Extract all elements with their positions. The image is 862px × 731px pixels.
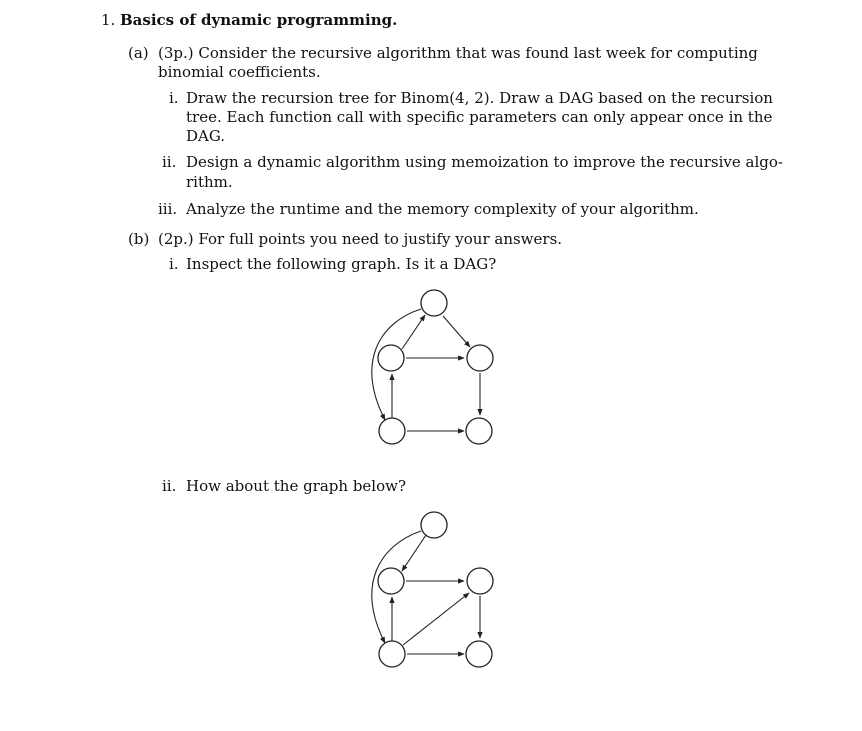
graph-2-node-top	[421, 512, 447, 538]
part-b-item2-label: ii.	[162, 477, 177, 495]
part-a-item1-label: i.	[169, 89, 179, 107]
part-a-item1-line3: DAG.	[186, 127, 226, 145]
graph-2-node-mid-left	[378, 568, 404, 594]
problem-number: 1.	[101, 11, 116, 29]
part-b-item1-label: i.	[169, 255, 179, 273]
part-a-item2-line1: Design a dynamic algorithm using memoization to improve the recursive algo-	[186, 153, 783, 171]
part-b-text: (2p.) For full points you need to justify your answers.	[158, 230, 563, 248]
part-a-item3-label: iii.	[158, 200, 178, 218]
problem-title: Basics of dynamic programming.	[120, 11, 398, 29]
part-a-item3-line1: Analyze the runtime and the memory complexity of your algorithm.	[186, 200, 699, 218]
part-a-label: (a)	[128, 44, 149, 62]
graph-2-node-bottom-right	[466, 641, 492, 667]
part-a-text-line2: binomial coefficients.	[158, 63, 321, 81]
part-a-item2-line2: rithm.	[186, 173, 233, 191]
part-b-item1-text: Inspect the following graph. Is it a DAG?	[186, 255, 497, 273]
part-b-label: (b)	[128, 230, 150, 248]
part-a-item2-label: ii.	[162, 153, 177, 171]
part-a-text-line1: (3p.) Consider the recursive algorithm that was found last week for computing	[158, 44, 758, 62]
part-b-item2-text: How about the graph below?	[186, 477, 407, 495]
graph-2-edge-bottomleft-midright	[403, 593, 469, 645]
graph-2-node-bottom-left	[379, 641, 405, 667]
graph-2-edge-top-midleft	[402, 535, 426, 571]
part-a-item1-line1: Draw the recursion tree for Binom(4, 2). Draw a DAG based on the recursion	[186, 89, 773, 107]
part-a-item1-line2: tree. Each function call with specific parameters can only appear once in the	[186, 108, 773, 126]
graph-2-node-mid-right	[467, 568, 493, 594]
